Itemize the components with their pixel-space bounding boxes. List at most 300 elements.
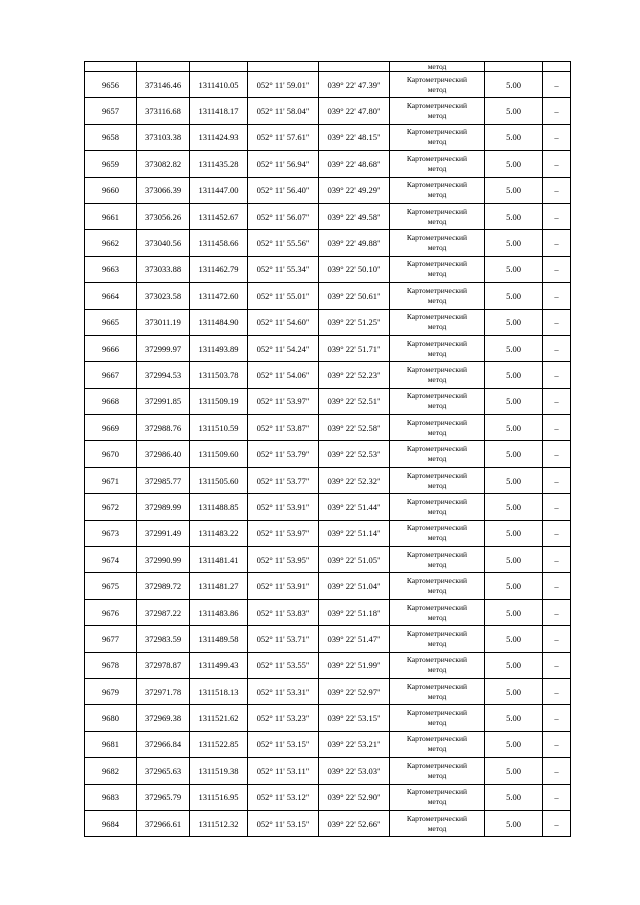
cell-note: – xyxy=(543,705,571,731)
cell-note: – xyxy=(543,256,571,282)
cell-y: 1311499.43 xyxy=(190,652,248,678)
cell-x: 372966.84 xyxy=(137,731,190,757)
cell-latitude: 052° 11' 53.15" xyxy=(248,810,319,836)
cell-number: 9659 xyxy=(85,151,137,177)
cell-longitude: 039° 22' 49.29" xyxy=(319,177,390,203)
cell-x: 373082.82 xyxy=(137,151,190,177)
cell-number: 9679 xyxy=(85,678,137,704)
cell-accuracy: 5.00 xyxy=(485,626,543,652)
method-line: Картометрический xyxy=(406,364,468,374)
method-line: Картометрический xyxy=(406,787,468,797)
cell-accuracy: 5.00 xyxy=(485,415,543,441)
cell-longitude: 039° 22' 52.58" xyxy=(319,415,390,441)
cell-y: 1311462.79 xyxy=(190,256,248,282)
cell-longitude: 039° 22' 51.44" xyxy=(319,494,390,520)
cell-longitude: 039° 22' 53.21" xyxy=(319,731,390,757)
method-line: Картометрический xyxy=(406,813,468,823)
cell-latitude: 052° 11' 53.95" xyxy=(248,547,319,573)
cell-note: – xyxy=(543,652,571,678)
table-row xyxy=(85,362,571,388)
cell-latitude: 052° 11' 56.94" xyxy=(248,151,319,177)
table-row xyxy=(85,652,571,678)
cell-method xyxy=(390,494,485,520)
cell-method xyxy=(390,626,485,652)
method-line: Картометрический xyxy=(406,523,468,533)
table-row xyxy=(85,758,571,784)
cell-method xyxy=(390,758,485,784)
cell-latitude: 052° 11' 53.31" xyxy=(248,678,319,704)
cell-y: 1311410.05 xyxy=(190,72,248,98)
cell-accuracy: 5.00 xyxy=(485,547,543,573)
cell-accuracy: 5.00 xyxy=(485,652,543,678)
cell-y: 1311503.78 xyxy=(190,362,248,388)
cell-method xyxy=(390,98,485,124)
continuation-row xyxy=(85,62,571,72)
cell-accuracy: 5.00 xyxy=(485,151,543,177)
method-line: метод xyxy=(427,216,447,226)
cell-latitude: 052° 11' 53.71" xyxy=(248,626,319,652)
cell-longitude: 039° 22' 52.53" xyxy=(319,441,390,467)
cell-y: 1311509.60 xyxy=(190,441,248,467)
cell-latitude: 052° 11' 57.61" xyxy=(248,124,319,150)
method-line: метод xyxy=(427,374,447,384)
table-row xyxy=(85,467,571,493)
table-row xyxy=(85,441,571,467)
cell-method xyxy=(390,547,485,573)
cell-latitude xyxy=(248,62,319,72)
cell-note: – xyxy=(543,415,571,441)
cell-note: – xyxy=(543,784,571,810)
cell-y: 1311458.66 xyxy=(190,230,248,256)
cell-longitude: 039° 22' 51.05" xyxy=(319,547,390,573)
table-row xyxy=(85,705,571,731)
cell-note: – xyxy=(543,72,571,98)
cell-latitude: 052° 11' 55.56" xyxy=(248,230,319,256)
table-row xyxy=(85,124,571,150)
method-line: Картометрический xyxy=(406,760,468,770)
cell-y: 1311452.67 xyxy=(190,203,248,229)
method-line: Картометрический xyxy=(406,391,468,401)
cell-x: 373011.19 xyxy=(137,309,190,335)
table-row xyxy=(85,72,571,98)
method-line: метод xyxy=(427,295,447,305)
cell-note: – xyxy=(543,520,571,546)
cell-y: 1311472.60 xyxy=(190,283,248,309)
method-line: метод xyxy=(427,454,447,464)
cell-x: 372991.49 xyxy=(137,520,190,546)
cell-y: 1311489.58 xyxy=(190,626,248,652)
cell-method xyxy=(390,203,485,229)
cell-x: 372989.72 xyxy=(137,573,190,599)
cell-number: 9678 xyxy=(85,652,137,678)
cell-latitude: 052° 11' 53.55" xyxy=(248,652,319,678)
cell-number: 9669 xyxy=(85,415,137,441)
method-line: Картометрический xyxy=(406,444,468,454)
method-line: Картометрический xyxy=(406,681,468,691)
cell-note: – xyxy=(543,335,571,361)
table-row xyxy=(85,678,571,704)
method-line: Картометрический xyxy=(406,259,468,269)
cell-number: 9661 xyxy=(85,203,137,229)
cell-x: 372990.99 xyxy=(137,547,190,573)
cell-y: 1311483.86 xyxy=(190,599,248,625)
cell-longitude: 039° 22' 49.88" xyxy=(319,230,390,256)
method-line: Картометрический xyxy=(406,549,468,559)
cell-latitude: 052° 11' 53.12" xyxy=(248,784,319,810)
cell-x: 372987.22 xyxy=(137,599,190,625)
method-line: метод xyxy=(427,111,447,121)
cell-accuracy: 5.00 xyxy=(485,256,543,282)
cell-y: 1311518.13 xyxy=(190,678,248,704)
method-line: метод xyxy=(427,638,447,648)
cell-number: 9680 xyxy=(85,705,137,731)
table-row xyxy=(85,573,571,599)
cell-y: 1311493.89 xyxy=(190,335,248,361)
cell-method xyxy=(390,520,485,546)
cell-method xyxy=(390,784,485,810)
cell-longitude: 039° 22' 50.10" xyxy=(319,256,390,282)
method-line: метод xyxy=(427,190,447,200)
cell-x: 373056.26 xyxy=(137,203,190,229)
cell-accuracy xyxy=(485,62,543,72)
cell-accuracy: 5.00 xyxy=(485,705,543,731)
table-row xyxy=(85,230,571,256)
cell-accuracy: 5.00 xyxy=(485,124,543,150)
cell-latitude: 052° 11' 53.11" xyxy=(248,758,319,784)
method-line: Картометрический xyxy=(406,628,468,638)
cell-note: – xyxy=(543,98,571,124)
table-row xyxy=(85,626,571,652)
cell-number: 9683 xyxy=(85,784,137,810)
method-line: Картометрический xyxy=(406,153,468,163)
cell-method xyxy=(390,467,485,493)
cell-number: 9672 xyxy=(85,494,137,520)
cell-note: – xyxy=(543,758,571,784)
method-line: метод xyxy=(427,427,447,437)
cell-accuracy: 5.00 xyxy=(485,388,543,414)
cell-latitude: 052° 11' 53.23" xyxy=(248,705,319,731)
cell-x: 372991.85 xyxy=(137,388,190,414)
cell-number: 9682 xyxy=(85,758,137,784)
cell-x: 373103.38 xyxy=(137,124,190,150)
cell-accuracy: 5.00 xyxy=(485,758,543,784)
cell-note: – xyxy=(543,467,571,493)
cell-y: 1311519.38 xyxy=(190,758,248,784)
cell-y: 1311516.95 xyxy=(190,784,248,810)
cell-latitude: 052° 11' 56.07" xyxy=(248,203,319,229)
table-row xyxy=(85,388,571,414)
cell-method xyxy=(390,678,485,704)
cell-note: – xyxy=(543,494,571,520)
cell-latitude: 052° 11' 58.04" xyxy=(248,98,319,124)
cell-method xyxy=(390,599,485,625)
cell-method xyxy=(390,415,485,441)
method-line: Картометрический xyxy=(406,655,468,665)
method-line: метод xyxy=(427,533,447,543)
cell-x: 372966.61 xyxy=(137,810,190,836)
cell-method xyxy=(390,441,485,467)
cell-x: 373066.39 xyxy=(137,177,190,203)
cell-accuracy: 5.00 xyxy=(485,599,543,625)
cell-method xyxy=(390,810,485,836)
table-body xyxy=(85,62,571,837)
cell-note: – xyxy=(543,573,571,599)
method-line: Картометрический xyxy=(406,496,468,506)
cell-accuracy: 5.00 xyxy=(485,72,543,98)
cell-y xyxy=(190,62,248,72)
cell-method xyxy=(390,177,485,203)
cell-accuracy: 5.00 xyxy=(485,731,543,757)
cell-accuracy: 5.00 xyxy=(485,520,543,546)
cell-accuracy: 5.00 xyxy=(485,362,543,388)
cell-x: 372985.77 xyxy=(137,467,190,493)
cell-longitude: 039° 22' 51.99" xyxy=(319,652,390,678)
cell-note: – xyxy=(543,388,571,414)
method-line: метод xyxy=(427,586,447,596)
cell-number: 9684 xyxy=(85,810,137,836)
method-line: метод xyxy=(427,322,447,332)
cell-x: 373146.46 xyxy=(137,72,190,98)
cell-x xyxy=(137,62,190,72)
cell-y: 1311510.59 xyxy=(190,415,248,441)
cell-number: 9666 xyxy=(85,335,137,361)
method-line: метод xyxy=(427,163,447,173)
cell-latitude: 052° 11' 54.60" xyxy=(248,309,319,335)
method-line: метод xyxy=(427,744,447,754)
method-line: метод xyxy=(427,348,447,358)
cell-y: 1311418.17 xyxy=(190,98,248,124)
cell-number: 9658 xyxy=(85,124,137,150)
table-row xyxy=(85,309,571,335)
method-line: Картометрический xyxy=(406,285,468,295)
cell-x: 372971.78 xyxy=(137,678,190,704)
cell-number: 9676 xyxy=(85,599,137,625)
cell-longitude: 039° 22' 52.23" xyxy=(319,362,390,388)
cell-longitude: 039° 22' 47.39" xyxy=(319,72,390,98)
table-row xyxy=(85,177,571,203)
method-line: Картометрический xyxy=(406,74,468,84)
cell-longitude: 039° 22' 49.58" xyxy=(319,203,390,229)
cell-note: – xyxy=(543,441,571,467)
table-row xyxy=(85,203,571,229)
cell-latitude: 052° 11' 56.40" xyxy=(248,177,319,203)
method-line: Картометрический xyxy=(406,602,468,612)
cell-latitude: 052° 11' 55.01" xyxy=(248,283,319,309)
cell-x: 372988.76 xyxy=(137,415,190,441)
cell-x: 372986.40 xyxy=(137,441,190,467)
table-row xyxy=(85,599,571,625)
cell-method xyxy=(390,124,485,150)
cell-accuracy: 5.00 xyxy=(485,177,543,203)
method-line: метод xyxy=(427,691,447,701)
cell-accuracy: 5.00 xyxy=(485,494,543,520)
cell-note: – xyxy=(543,203,571,229)
cell-longitude: 039° 22' 48.15" xyxy=(319,124,390,150)
method-line: Картометрический xyxy=(406,576,468,586)
cell-accuracy: 5.00 xyxy=(485,467,543,493)
cell-y: 1311505.60 xyxy=(190,467,248,493)
table-row xyxy=(85,256,571,282)
method-line: Картометрический xyxy=(406,180,468,190)
cell-y: 1311488.85 xyxy=(190,494,248,520)
cell-latitude: 052° 11' 53.87" xyxy=(248,415,319,441)
cell-note: – xyxy=(543,362,571,388)
cell-number: 9664 xyxy=(85,283,137,309)
cell-x: 372994.53 xyxy=(137,362,190,388)
cell-latitude: 052° 11' 54.06" xyxy=(248,362,319,388)
method-line: метод xyxy=(427,84,447,94)
cell-number: 9662 xyxy=(85,230,137,256)
cell-longitude: 039° 22' 51.25" xyxy=(319,309,390,335)
cell-longitude: 039° 22' 53.15" xyxy=(319,705,390,731)
table-row xyxy=(85,494,571,520)
method-line: Картометрический xyxy=(406,734,468,744)
cell-note: – xyxy=(543,309,571,335)
cell-longitude: 039° 22' 51.47" xyxy=(319,626,390,652)
cell-method xyxy=(390,705,485,731)
method-line: Картометрический xyxy=(406,127,468,137)
cell-latitude: 052° 11' 53.15" xyxy=(248,731,319,757)
cell-latitude: 052° 11' 53.83" xyxy=(248,599,319,625)
cell-longitude: 039° 22' 52.32" xyxy=(319,467,390,493)
cell-method xyxy=(390,573,485,599)
cell-note: – xyxy=(543,151,571,177)
cell-longitude: 039° 22' 47.80" xyxy=(319,98,390,124)
cell-accuracy: 5.00 xyxy=(485,573,543,599)
table-row xyxy=(85,151,571,177)
cell-number: 9677 xyxy=(85,626,137,652)
cell-method xyxy=(390,362,485,388)
cell-x: 372969.38 xyxy=(137,705,190,731)
cell-longitude: 039° 22' 48.68" xyxy=(319,151,390,177)
cell-y: 1311424.93 xyxy=(190,124,248,150)
cell-latitude: 052° 11' 53.97" xyxy=(248,388,319,414)
cell-y: 1311512.32 xyxy=(190,810,248,836)
cell-number: 9668 xyxy=(85,388,137,414)
cell-accuracy: 5.00 xyxy=(485,678,543,704)
cell-number: 9667 xyxy=(85,362,137,388)
cell-latitude: 052° 11' 59.01" xyxy=(248,72,319,98)
cell-method xyxy=(390,652,485,678)
cell-y: 1311435.28 xyxy=(190,151,248,177)
cell-y: 1311522.85 xyxy=(190,731,248,757)
cell-note: – xyxy=(543,626,571,652)
cell-y: 1311481.27 xyxy=(190,573,248,599)
method-line: метод xyxy=(427,665,447,675)
cell-y: 1311521.62 xyxy=(190,705,248,731)
table-row xyxy=(85,731,571,757)
method-line: метод xyxy=(427,718,447,728)
cell-number: 9663 xyxy=(85,256,137,282)
method-line: метод xyxy=(427,506,447,516)
cell-note: – xyxy=(543,599,571,625)
cell-method xyxy=(390,283,485,309)
cell-longitude: 039° 22' 51.04" xyxy=(319,573,390,599)
table-row xyxy=(85,810,571,836)
cell-y: 1311509.19 xyxy=(190,388,248,414)
table-row xyxy=(85,335,571,361)
cell-longitude: 039° 22' 51.14" xyxy=(319,520,390,546)
cell-accuracy: 5.00 xyxy=(485,335,543,361)
cell-method xyxy=(390,151,485,177)
cell-note: – xyxy=(543,124,571,150)
cell-number: 9675 xyxy=(85,573,137,599)
cell-x: 373033.88 xyxy=(137,256,190,282)
cell-y: 1311447.00 xyxy=(190,177,248,203)
cell-method xyxy=(390,72,485,98)
cell-method xyxy=(390,230,485,256)
method-line: метод xyxy=(427,401,447,411)
method-line: метод xyxy=(427,559,447,569)
method-line: Картометрический xyxy=(406,206,468,216)
cell-y: 1311481.41 xyxy=(190,547,248,573)
cell-x: 372978.87 xyxy=(137,652,190,678)
cell-number: 9681 xyxy=(85,731,137,757)
cell-latitude: 052° 11' 55.34" xyxy=(248,256,319,282)
method-line: Картометрический xyxy=(406,708,468,718)
method-line: метод xyxy=(427,137,447,147)
cell-longitude: 039° 22' 51.71" xyxy=(319,335,390,361)
method-line: Картометрический xyxy=(406,470,468,480)
cell-note: – xyxy=(543,283,571,309)
table-row xyxy=(85,283,571,309)
method-line: Картометрический xyxy=(406,417,468,427)
cell-y: 1311483.22 xyxy=(190,520,248,546)
cell-accuracy: 5.00 xyxy=(485,784,543,810)
method-line: метод xyxy=(427,243,447,253)
cell-x: 373023.58 xyxy=(137,283,190,309)
table-row xyxy=(85,520,571,546)
cell-longitude: 039° 22' 50.61" xyxy=(319,283,390,309)
cell-longitude: 039° 22' 51.18" xyxy=(319,599,390,625)
cell-x: 373040.56 xyxy=(137,230,190,256)
method-line: метод xyxy=(427,612,447,622)
cell-latitude: 052° 11' 53.79" xyxy=(248,441,319,467)
table-row xyxy=(85,98,571,124)
cell-accuracy: 5.00 xyxy=(485,203,543,229)
method-line: метод xyxy=(427,480,447,490)
cell-longitude: 039° 22' 53.03" xyxy=(319,758,390,784)
cell-note xyxy=(543,62,571,72)
method-line: Картометрический xyxy=(406,233,468,243)
cell-method xyxy=(390,731,485,757)
cell-longitude: 039° 22' 52.51" xyxy=(319,388,390,414)
method-line: Картометрический xyxy=(406,338,468,348)
cell-longitude xyxy=(319,62,390,72)
cell-note: – xyxy=(543,731,571,757)
cell-latitude: 052° 11' 53.91" xyxy=(248,494,319,520)
cell-number: 9657 xyxy=(85,98,137,124)
cell-note: – xyxy=(543,177,571,203)
table-row xyxy=(85,784,571,810)
cell-x: 372999.97 xyxy=(137,335,190,361)
cell-number: 9671 xyxy=(85,467,137,493)
cell-longitude: 039° 22' 52.66" xyxy=(319,810,390,836)
cell-number: 9673 xyxy=(85,520,137,546)
method-line: Картометрический xyxy=(406,101,468,111)
cell-number xyxy=(85,62,137,72)
method-line: метод xyxy=(427,269,447,279)
cell-number: 9660 xyxy=(85,177,137,203)
cell-method xyxy=(390,309,485,335)
cell-accuracy: 5.00 xyxy=(485,309,543,335)
cell-accuracy: 5.00 xyxy=(485,98,543,124)
cell-x: 372965.63 xyxy=(137,758,190,784)
cell-longitude: 039° 22' 52.97" xyxy=(319,678,390,704)
cell-latitude: 052° 11' 53.91" xyxy=(248,573,319,599)
cell-accuracy: 5.00 xyxy=(485,810,543,836)
cell-x: 372983.59 xyxy=(137,626,190,652)
